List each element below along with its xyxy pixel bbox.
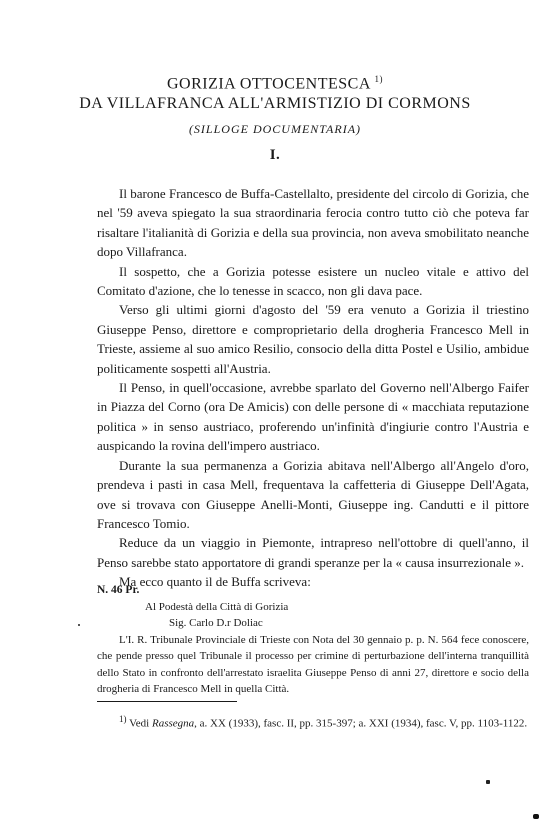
addressee-line-2: Sig. Carlo D.r Doliac [169, 617, 263, 629]
body-text [97, 184, 529, 592]
footnote [97, 712, 529, 732]
document-text: L'I. R. Tribunale Provinciale di Trieste con Nota del 30 gennaio p. p. N. 564 fece conoscere, che pende presso quel Tribunale il processo per crimine di perturbazione dell'interna tranquillità dello Stato in confronto dell'arrestato israelita Giuseppe Penso di anni 27, direttore e socio della drogheria di Francesco Mell in quella Città. [97, 633, 529, 695]
footnote-divider [97, 701, 237, 702]
paragraph: Il sospetto, che a Gorizia potesse esistere un nucleo vitale e attivo del Comitato d'azione, che lo tenesse in scacco, non gli dava pace. [97, 263, 529, 299]
title-text: GORIZIA OTTOCENTESCA [166, 75, 371, 93]
addressee-line-1: Al Podestà della Città di Gorizia [145, 600, 289, 613]
paragraph: Durante la sua permanenza a Gorizia abitava nell'Albergo all'Angelo d'oro, prendeva i pasti in casa Mell, frequentava la caffetteria di Giuseppe Dell'Agata, ove si trovava con Giuseppe Anelli-Monti, Giuseppe ing. Candutti e il pittore Francesco Tomio. [97, 457, 529, 531]
footnote-prefix: Vedi [129, 717, 150, 730]
title-line-1 [0, 74, 550, 93]
paragraph: Reduce da un viaggio in Piemonte, intrapreso nell'ottobre di quell'anno, il Penso sarebbe stato apportatore di grandi speranze per la « causa insurrezionale ». [97, 535, 529, 570]
scan-speck [486, 780, 490, 784]
footnote-journal: Rassegna [151, 717, 195, 730]
scan-speck [78, 624, 80, 626]
scan-speck [533, 814, 539, 819]
footnote-text: , a. XX (1933), fasc. II, pp. 315-397; a. XXI (1934), fasc. V, pp. 1103-1122. [194, 717, 528, 730]
paragraph: Il Penso, in quell'occasione, avrebbe sparlato del Governo nell'Albergo Faifer in Piazza del Corno (ora De Amicis) con delle persone di « macchiata reputazione politica » in senso austriaco, proferendo un'infinità d'ingiurie contro l'Austria e auspicando la rovina dell'impero austriaco. [97, 380, 529, 454]
paragraph: Il barone Francesco de Buffa-Castellalto, presidente del circolo di Gorizia, che nel '59 aveva spiegato la sua straordinaria ferocia contro tutto ciò che poteva far risaltare l'italianità di Gorizia e della sua provincia, non aveva smobilitato neanche dopo Villafranca. [97, 186, 529, 260]
quoted-document [97, 582, 529, 698]
footnote-reference: 1) [374, 74, 384, 84]
footnote-marker: 1) [119, 714, 127, 724]
document-reference: N. 46 Pr. [97, 584, 140, 596]
subtitle: (SILLOGE DOCUMENTARIA) [188, 122, 362, 136]
section-number: I. [269, 147, 281, 163]
paragraph: Ma ecco quanto il de Buffa scriveva: [119, 574, 311, 590]
title-line-2: DA VILLAFRANCA ALL'ARMISTIZIO DI CORMONS [79, 95, 471, 112]
paragraph: Verso gli ultimi giorni d'agosto del '59 era venuto a Gorizia il triestino Giuseppe Penso, direttore e comproprietario della drogheria Francesco Mell in Trieste, assieme al suo amico Resilio, consocio della ditta Postel e Usilio, ambidue politicamente sospetti all'Austria. [97, 302, 529, 376]
